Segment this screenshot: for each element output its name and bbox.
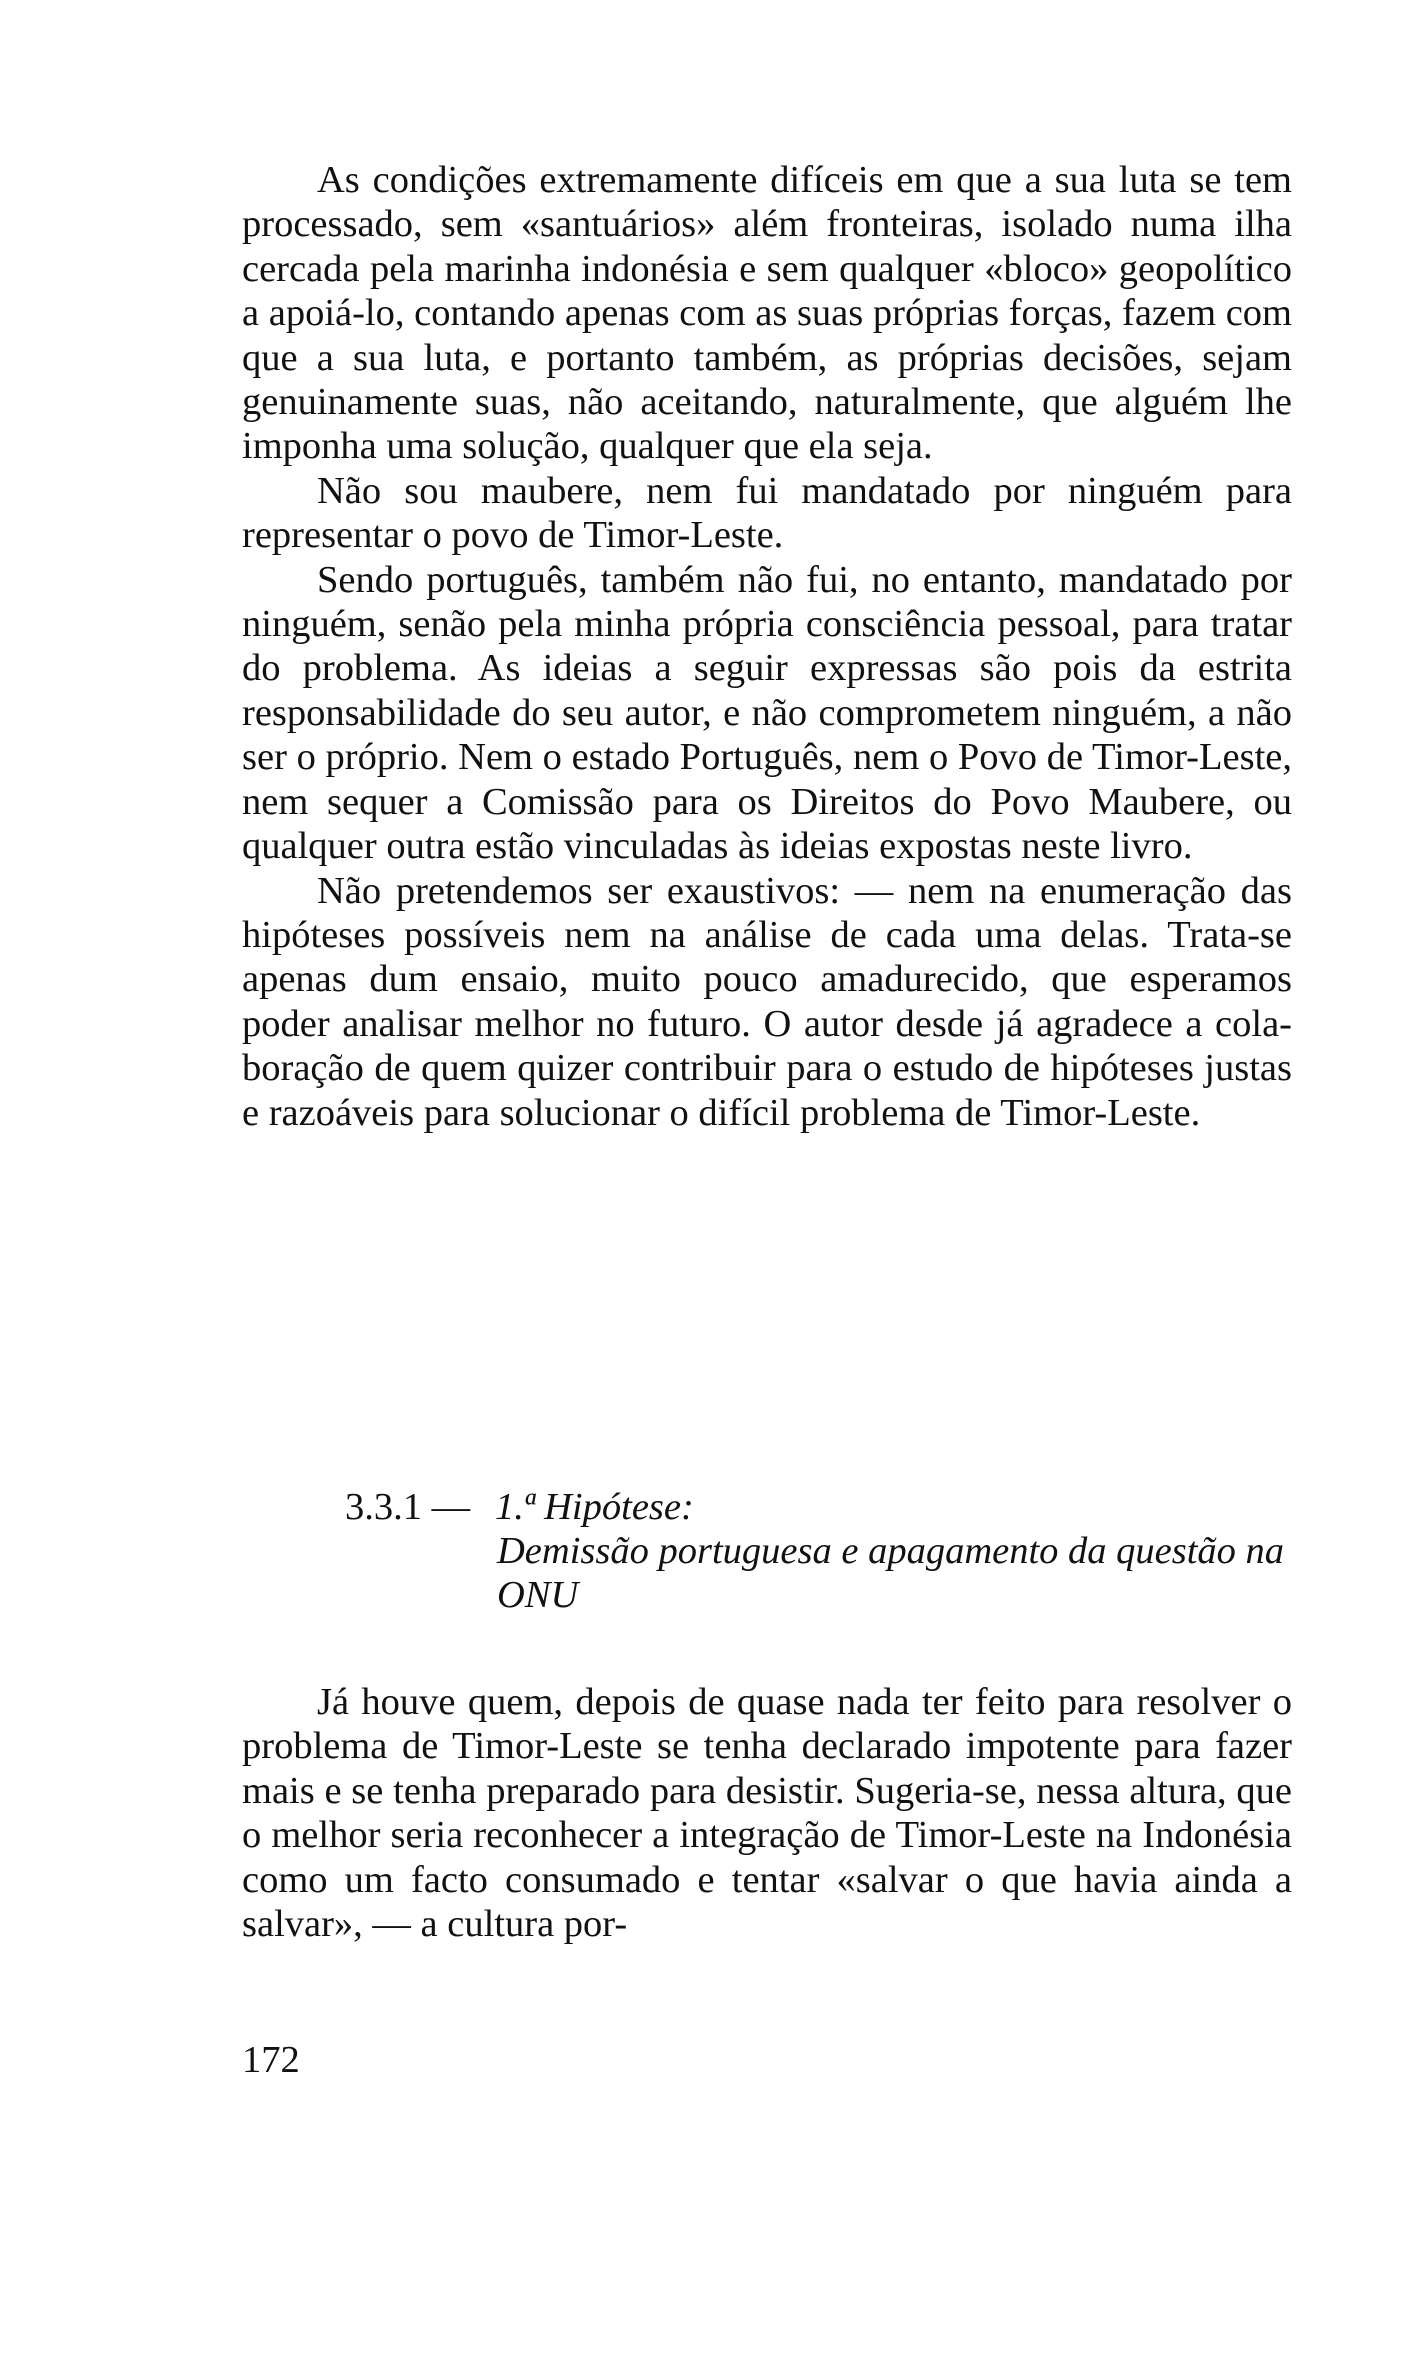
section-label: 1.ª Hipótese: [495,1486,694,1528]
paragraph-1: As condições extremamente difíceis em que a sua luta se tem processado, sem «santuários» além fronteiras, isolado numa ilha cercada pela marinha indonésia e sem qualquer «bloco» geopolítico a apoiá-lo, contando apenas com as suas próprias forças, fazem com que a sua luta, e portanto também, as próprias decisões, sejam genuinamente suas, não aceitando, naturalmente, que alguém lhe imponha uma solução, qualquer que ela seja. [242,159,1292,468]
paragraph-5: Já houve quem, depois de quase nada ter feito para resolver o problema de Timor-Leste se tenha declarado impotente para fazer mais e se tenha preparado para desistir. Sugeria-se, nessa altura, que o melhor seria reconhecer a integração de Timor-Leste na Indonésia como um facto consumado e tentar «salvar o que havia ainda a salvar», — a cultura por- [242,1681,1292,1946]
paragraph-2: Não sou maubere, nem fui mandatado por ninguém para representar o povo de Timor-Leste. [242,469,1292,557]
body-text [242,158,1292,1135]
page-number: 172 [242,2039,300,2081]
section-title: Demissão portuguesa e apagamento da questão na ONU [497,1530,1285,1617]
paragraph-3: Sendo português, também não fui, no entanto, mandatado por ninguém, senão pela minha própria consciência pessoal, para tratar do problema. As ideias a seguir expressas são pois da estrita responsabilidade do seu autor, e não comprometem ninguém, a não ser o próprio. Nem o estado Português, nem o Povo de Timor-Leste, nem sequer a Comissão para os Direitos do Povo Maubere, ou qualquer outra estão vinculadas às ideias expostas neste livro. [242,558,1292,868]
paragraph-4: Não pretendemos ser exaustivos: — nem na enumeração das hipóteses possíveis nem na análise de cada uma delas. Trata-se apenas dum ensaio, muito pouco amadurecido, que esperamos poder analisar melhor no futuro. O autor desde já agradece a colaboração de quem quizer contribuir para o estudo de hipóteses justas e razoáveis para solucionar o difícil problema de Timor-Leste. [242,869,1292,1134]
section-body-text [242,1680,1292,1946]
section-number: 3.3.1 — [345,1486,471,1528]
